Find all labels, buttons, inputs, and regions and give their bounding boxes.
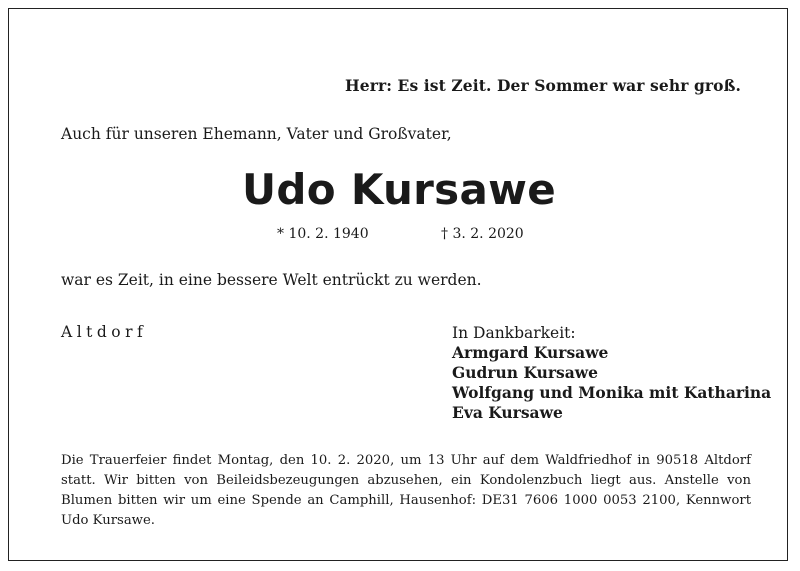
obituary-frame	[8, 8, 788, 561]
intro-text: Auch für unseren Ehemann, Vater und Großvater,	[61, 125, 452, 143]
middle-text: war es Zeit, in eine bessere Welt entrückt zu werden.	[61, 271, 482, 289]
birth-date: * 10. 2. 1940	[277, 226, 369, 242]
motto-quote: Herr: Es ist Zeit. Der Sommer war sehr groß.	[345, 76, 741, 95]
family-member: Gudrun Kursawe	[452, 363, 598, 382]
family-member: Wolfgang und Monika mit Katharina	[452, 383, 772, 402]
family-member: Eva Kursawe	[452, 403, 563, 422]
place-name: Altdorf	[61, 323, 148, 341]
death-date: † 3. 2. 2020	[441, 226, 524, 242]
family-member: Armgard Kursawe	[452, 343, 609, 362]
family-heading: In Dankbarkeit:	[452, 324, 576, 342]
family-block	[452, 323, 771, 423]
funeral-notice: Die Trauerfeier findet Montag, den 10. 2. 2020, um 13 Uhr auf dem Waldfriedhof in 90518 Altdorf statt. Wir bitten von Beileidsbezeugungen abzusehen, ein Kondolenzbuch liegt aus. Anstelle von Blumen bitten wir um eine Spende an Camphill, Hausenhof: DE31 7606 1000 0053 2100, Kennwort Udo Kursawe.	[61, 453, 751, 528]
deceased-name: Udo Kursawe	[242, 165, 556, 214]
